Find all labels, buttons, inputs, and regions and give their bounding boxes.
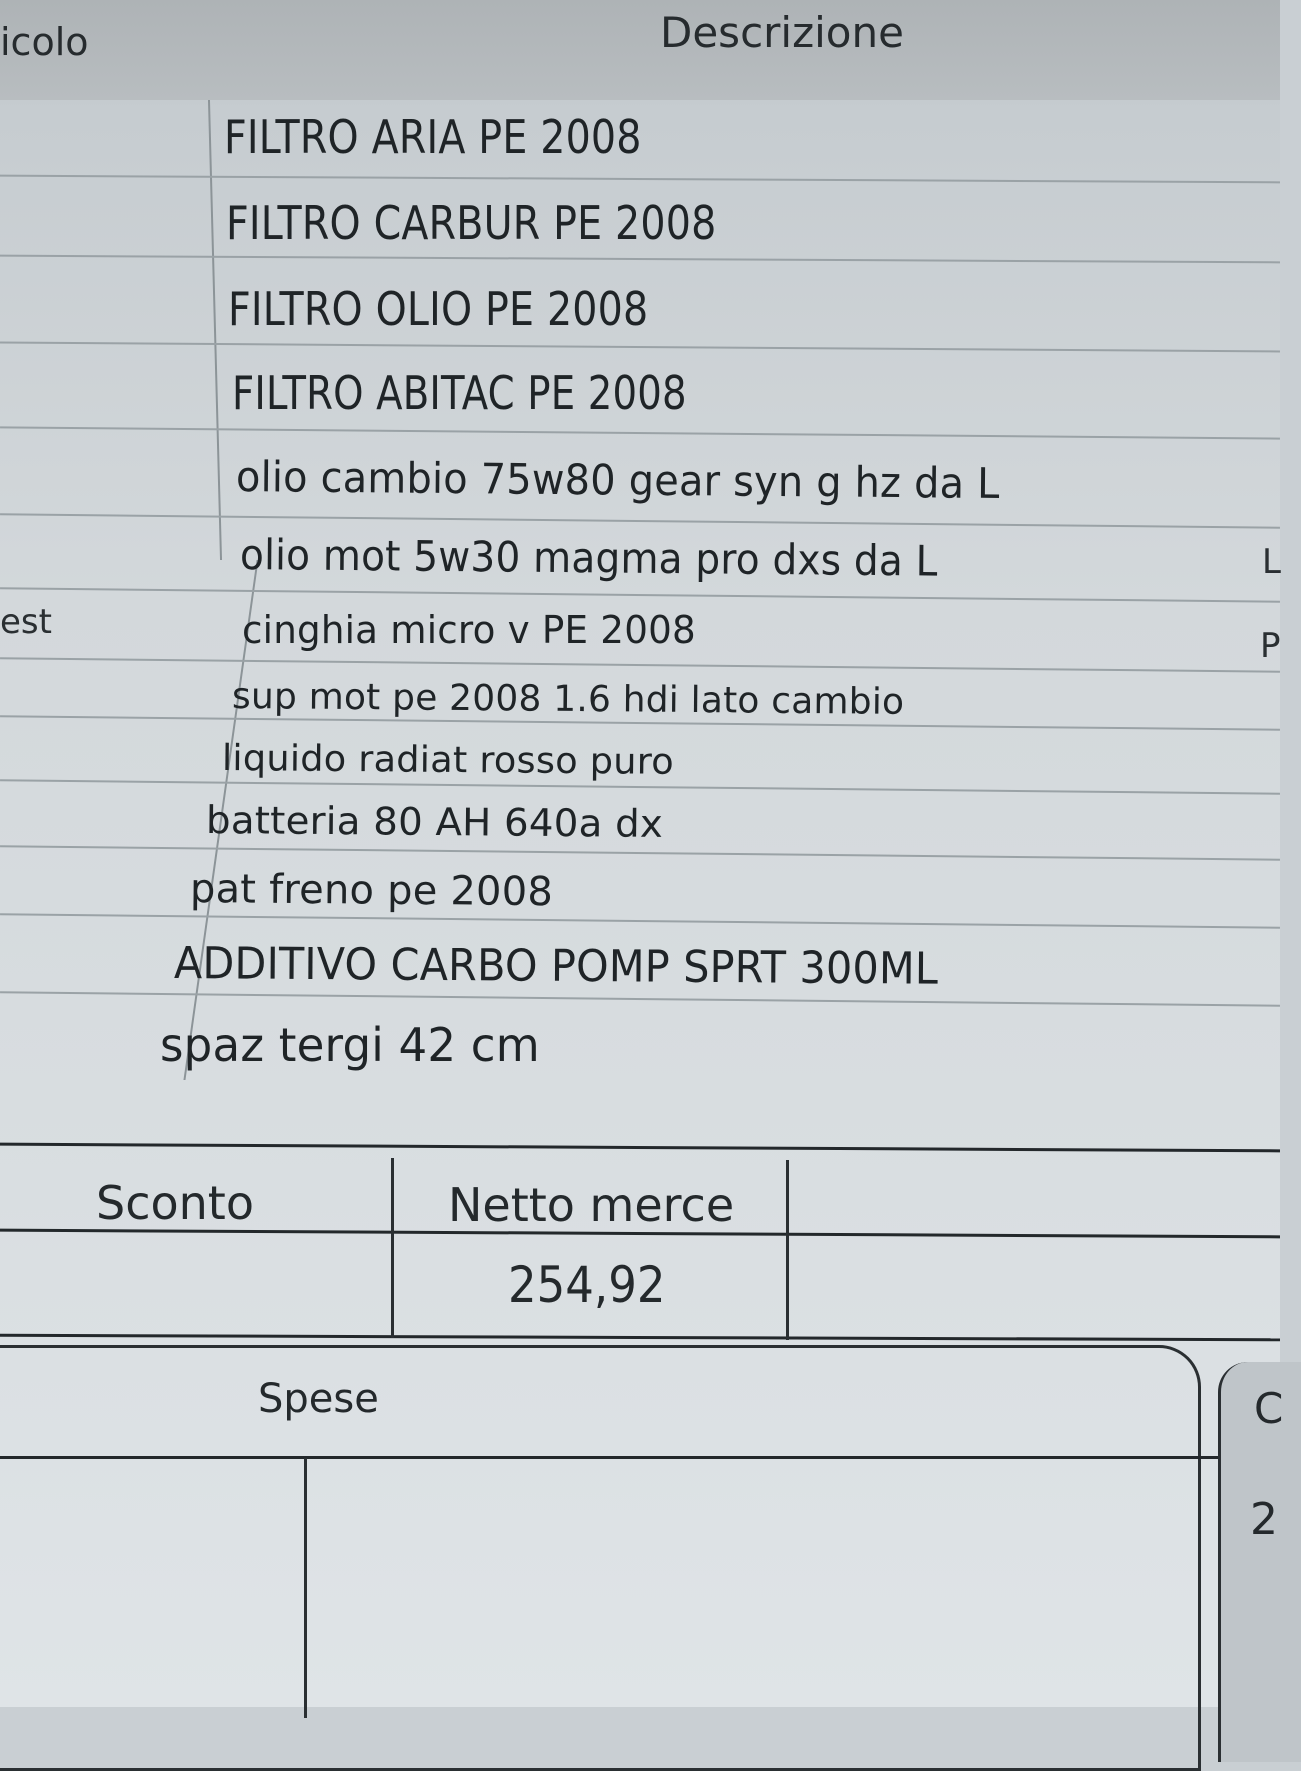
- spese-label: Spese: [258, 1376, 379, 1422]
- column-header-descrizione: Descrizione: [660, 8, 904, 57]
- netto-merce-value: 254,92: [508, 1256, 666, 1314]
- left-edge-fragment: est: [0, 602, 52, 642]
- item-description: batteria 80 AH 640a dx: [205, 798, 664, 846]
- row-rule: [0, 845, 1280, 860]
- table-header-band: [0, 0, 1280, 100]
- totals-top-rule: [0, 1143, 1280, 1153]
- row-rule: [0, 255, 1280, 264]
- right-edge-fragment: P: [1260, 626, 1281, 666]
- spese-rule: [0, 1456, 1220, 1459]
- totals-divider: [786, 1160, 789, 1340]
- right-partial-label: C: [1254, 1384, 1284, 1433]
- row-rule: [0, 657, 1280, 672]
- item-description: FILTRO ABITAC PE 2008: [232, 366, 687, 420]
- column-divider: [208, 100, 222, 560]
- sconto-label: Sconto: [96, 1176, 254, 1230]
- right-partial-value: 2: [1250, 1494, 1278, 1545]
- item-description: pat freno pe 2008: [189, 866, 554, 916]
- right-edge-fragment: L: [1262, 542, 1281, 582]
- row-rule: [0, 426, 1280, 439]
- totals-bottom-rule: [0, 1334, 1280, 1341]
- item-description: FILTRO OLIO PE 2008: [228, 282, 649, 336]
- row-rule: [0, 913, 1280, 928]
- item-description: liquido radiat rosso puro: [221, 738, 675, 783]
- item-description: ADDITIVO CARBO POMP SPRT 300ML: [173, 938, 939, 995]
- item-description: cinghia micro v PE 2008: [242, 608, 696, 652]
- row-rule: [0, 175, 1280, 184]
- row-rule: [0, 587, 1280, 602]
- column-header-articolo: icolo: [0, 20, 89, 64]
- totals-divider: [391, 1158, 394, 1338]
- item-description: FILTRO ARIA PE 2008: [224, 110, 642, 164]
- item-description: FILTRO CARBUR PE 2008: [226, 196, 717, 250]
- item-description: spaz tergi 42 cm: [160, 1018, 540, 1072]
- item-description: sup mot pe 2008 1.6 hdi lato cambio: [231, 676, 905, 723]
- item-description: olio cambio 75w80 gear syn g hz da L: [235, 452, 1000, 509]
- spese-box: [0, 1345, 1201, 1771]
- spese-divider: [304, 1458, 307, 1718]
- row-rule: [0, 513, 1280, 528]
- row-rule: [0, 342, 1280, 353]
- row-rule: [0, 991, 1280, 1006]
- netto-merce-label: Netto merce: [448, 1178, 735, 1232]
- item-description: olio mot 5w30 magma pro dxs da L: [239, 530, 938, 586]
